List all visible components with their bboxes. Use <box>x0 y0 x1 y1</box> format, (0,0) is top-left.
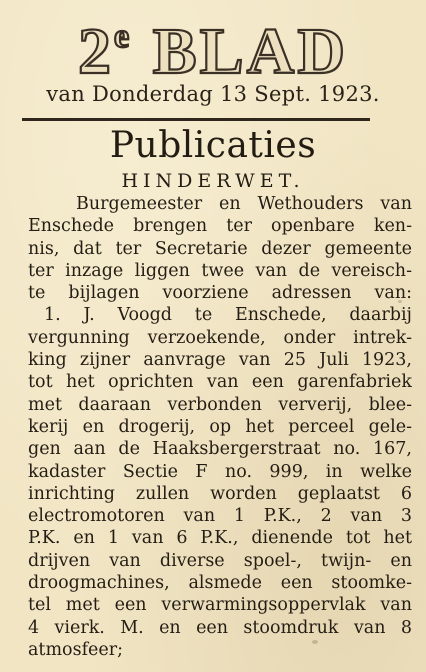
paper-speck <box>312 640 318 644</box>
article-line: tot het oprichten van een garenfabriek <box>28 372 412 393</box>
article-line: king zijner aanvrage van 25 Juli 1923, <box>28 350 412 371</box>
article-line: Burgemeester en Wethouders van <box>76 194 412 214</box>
masthead-title: BLAD <box>152 15 348 88</box>
dateline: van Donderdag 13 Sept. 1923. <box>46 82 380 106</box>
masthead-number: 2 <box>78 15 115 88</box>
article-line: 1. J. Voogd te Enschede, daarbij <box>44 305 412 326</box>
article-line: vergunning verzoekende, onder intrek- <box>28 327 412 348</box>
masthead-suffix: e <box>114 18 130 55</box>
article-body <box>28 193 412 661</box>
article-line: electromotoren van 1 P.K., 2 van 3 <box>28 506 412 527</box>
article-line: met daaraan verbonden ververij, blee- <box>28 394 412 415</box>
article-line: ter inzage liggen twee van de vereisch- <box>28 260 412 281</box>
paper-speck <box>398 300 402 303</box>
section-title: Publicaties <box>109 125 317 166</box>
article-line: kadaster Sectie F no. 999, in welke <box>28 461 412 482</box>
article-line: te bijlagen voorziene adressen van: <box>28 283 412 304</box>
article-line: inrichting zullen worden geplaatst 6 <box>28 483 412 504</box>
article-line: gen aan de Haaksbergerstraat no. 167, <box>28 439 412 460</box>
article-line: tel met een verwarmingsoppervlak van <box>28 595 412 616</box>
subtitle: HINDERWET. <box>121 170 305 192</box>
article-line: droogmachines, alsmede een stoomke- <box>28 573 412 594</box>
paper-speck <box>40 450 43 453</box>
article-line: nis, dat ter Secretarie dezer gemeente <box>28 238 412 259</box>
article-line: 4 vierk. M. en een stoomdruk van 8 <box>28 617 412 638</box>
masthead <box>0 2 426 87</box>
divider-rule <box>22 118 370 121</box>
article-line: Enschede brengen ter openbare ken- <box>28 216 412 237</box>
article-line: P.K. en 1 van 6 P.K., dienende tot het <box>28 528 412 549</box>
article-line: atmosfeer; <box>28 639 124 660</box>
article-line: drijven van diverse spoel-, twijn- en <box>28 550 412 571</box>
article-line: kerij en drogerij, op het perceel gele- <box>28 416 412 437</box>
